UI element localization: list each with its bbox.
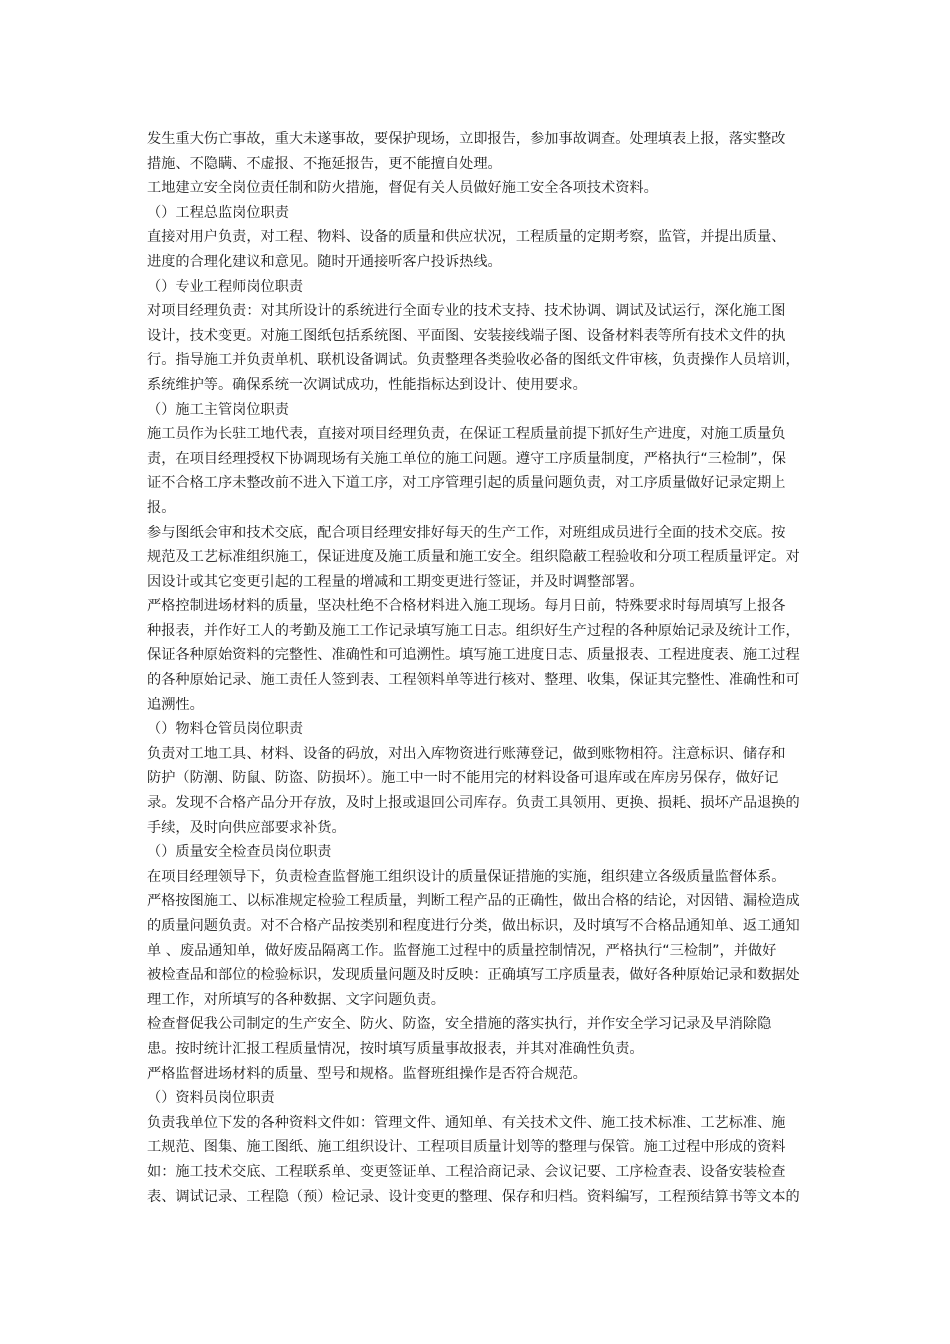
paragraph-line: 进度的合理化建议和意见。随时开通接听客户投诉热线。	[147, 253, 502, 270]
paragraph-line: 表、调试记录、工程隐（预）检记录、设计变更的整理、保存和归档。资料编写，工程预结算书等文本的	[147, 1188, 800, 1205]
paragraph-line: 参与图纸会审和技术交底，配合项目经理安排好每天的生产工作，对班组成员进行全面的技术交底。按	[147, 524, 786, 541]
paragraph-line: 工规范、图集、施工图纸、施工组织设计、工程项目质量计划等的整理与保管。施工过程中形成的资料	[147, 1139, 786, 1156]
section-heading-construction-supervisor: （）施工主管岗位职责	[147, 401, 289, 418]
paragraph-line: 负责我单位下发的各种资料文件如：管理文件、通知单、有关技术文件、施工技术标准、工艺标准、施	[147, 1114, 786, 1131]
paragraph-line: 手续，及时向供应部要求补货。	[147, 819, 346, 836]
section-heading-document-clerk: （）资料员岗位职责	[147, 1090, 275, 1107]
paragraph-line: 措施、不隐瞒、不虚报、不拖延报告，更不能擅自处理。	[147, 155, 502, 172]
paragraph-line: 被检查品和部位的检验标识，发现质量问题及时反映：正确填写工序质量表，做好各种原始记录和数据处	[147, 967, 800, 984]
paragraph-line: 录。发现不合格产品分开存放，及时上报或退回公司库存。负责工具领用、更换、损耗、损坏产品退换的	[147, 795, 800, 812]
section-heading-engineer: （）专业工程师岗位职责	[147, 278, 304, 295]
paragraph-line: 设计，技术变更。对施工图纸包括系统图、平面图、安装接线端子图、设备材料表等所有技术文件的执	[147, 327, 786, 344]
paragraph-line: 防护（防潮、防鼠、防盗、防损坏）。施工中一时不能用完的材料设备可退库或在库房另保存，做好记	[147, 770, 779, 787]
section-heading-warehouse-keeper: （）物料仓管员岗位职责	[147, 721, 304, 738]
paragraph-line: 的质量问题负责。对不合格产品按类别和程度进行分类，做出标识，及时填写不合格品通知单、返工通知	[147, 918, 800, 934]
paragraph-line: 在项目经理领导下，负责检查监督施工组织设计的质量保证措施的实施，组织建立各级质量监督体系。	[147, 868, 786, 885]
paragraph-line: 施工员作为长驻工地代表，直接对项目经理负责，在保证工程质量前提下抓好生产进度，对施工质量负	[147, 426, 786, 443]
paragraph-line: 规范及工艺标准组织施工，保证进度及施工质量和施工安全。组织隐蔽工程验收和分项工程质量评定。对	[147, 549, 800, 566]
paragraph-line: 证不合格工序未整改前不进入下道工序，对工序管理引起的质量问题负责，对工序质量做好记录定期上	[147, 475, 786, 492]
paragraph-line: 理工作，对所填写的各种数据、文字问题负责。	[147, 991, 445, 1008]
document-body	[147, 127, 807, 1209]
paragraph-line: 保证各种原始资料的完整性、准确性和可追溯性。填写施工进度日志、质量报表、工程进度表、施工过程	[147, 647, 800, 664]
paragraph-line: 对项目经理负责：对其所设计的系统进行全面专业的技术支持、技术协调、调试及试运行，深化施工图	[147, 303, 786, 320]
paragraph-line: 追溯性。	[147, 696, 204, 713]
paragraph-line: 如：施工技术交底、工程联系单、变更签证单、工程洽商记录、会议记要、工序检查表、设备安装检查	[147, 1163, 786, 1180]
paragraph-line: 系统维护等。确保系统一次调试成功，性能指标达到设计、使用要求。	[147, 376, 587, 393]
paragraph-line: 报。	[147, 499, 176, 516]
paragraph-line: 严格按图施工、以标准规定检验工程质量，判断工程产品的正确性，做出合格的结论，对因错、漏检造成	[147, 893, 800, 910]
paragraph-line: 发生重大伤亡事故，重大未遂事故，要保护现场，立即报告，参加事故调查。处理填表上报，落实整改	[147, 131, 786, 147]
paragraph-line: 行。指导施工并负责单机、联机设备调试。负责整理各类验收必备的图纸文件审核，负责操作人员培训，	[147, 352, 800, 369]
paragraph-line: 严格控制进场材料的质量，坚决杜绝不合格材料进入施工现场。每月日前，特殊要求时每周填写上报各	[147, 598, 786, 615]
paragraph-line: 检查督促我公司制定的生产安全、防火、防盗，安全措施的落实执行，并作安全学习记录及早消除隐	[147, 1016, 772, 1033]
paragraph-line: 患。按时统计汇报工程质量情况，按时填写质量事故报表，并其对准确性负责。	[147, 1040, 644, 1057]
paragraph-line: 的各种原始记录、施工责任人签到表、工程领料单等进行核对、整理、收集，保证其完整性、准确性和可	[147, 672, 800, 689]
paragraph-line: 负责对工地工具、材料、设备的码放，对出入库物资进行账薄登记，做到账物相符。注意标识、储存和	[147, 745, 786, 762]
paragraph-line: 严格监督进场材料的质量、型号和规格。监督班组操作是否符合规范。	[147, 1065, 587, 1082]
paragraph-line: 责，在项目经理授权下协调现场有关施工单位的施工问题。遵守工序质量制度，严格执行“三检制”，保	[147, 450, 786, 467]
paragraph-line: 因设计或其它变更引起的工程量的增减和工期变更进行签证，并及时调整部署。	[147, 573, 644, 590]
section-heading-quality-inspector: （）质量安全检查员岗位职责	[147, 844, 332, 861]
section-heading-chief-supervisor: （）工程总监岗位职责	[147, 204, 289, 221]
paragraph-line: 工地建立安全岗位责任制和防火措施，督促有关人员做好施工安全各项技术资料。	[147, 180, 658, 197]
paragraph-line: 直接对用户负责，对工程、物料、设备的质量和供应状况，工程质量的定期考察，监管，并提出质量、	[147, 229, 786, 246]
paragraph-line: 种报表，并作好工人的考勤及施工工作记录填写施工日志。组织好生产过程的各种原始记录及统计工作，	[147, 622, 800, 639]
paragraph-line: 单 、废品通知单，做好废品隔离工作。监督施工过程中的质量控制情况，严格执行“三检制”，并做好	[147, 942, 777, 959]
